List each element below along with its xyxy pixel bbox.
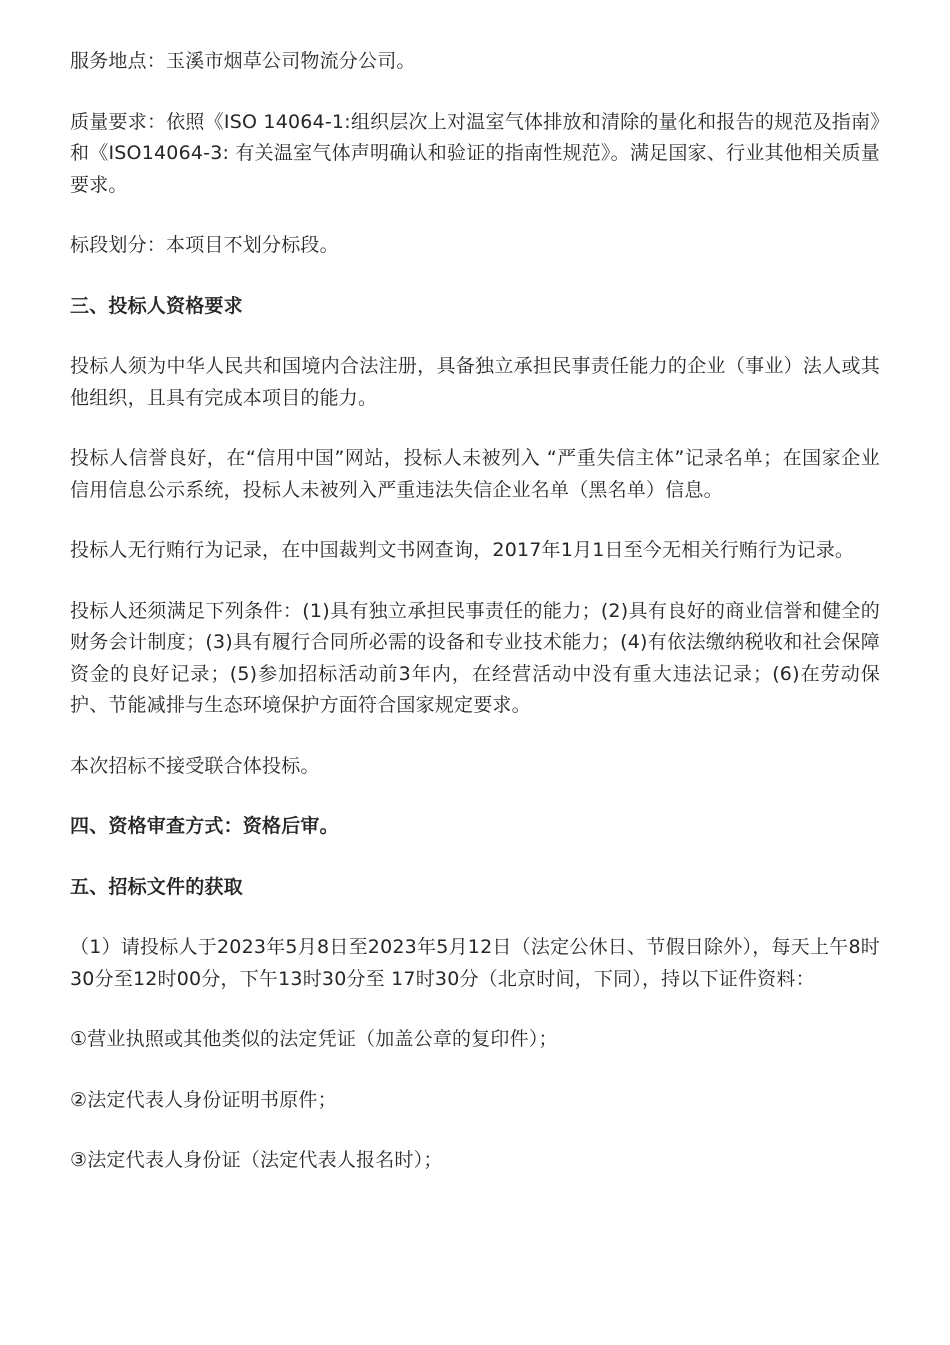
bidder-registration-paragraph: 投标人须为中华人民共和国境内合法注册，具备独立承担民事责任能力的企业（事业）法人或其他组织，且具有完成本项目的能力。 [70, 355, 880, 409]
bidder-conditions-paragraph: 投标人还须满足下列条件：(1)具有独立承担民事责任的能力；(2)具有良好的商业信誉和健全的财务会计制度；(3)具有履行合同所必需的设备和专业技术能力；(4)有依法缴纳税收和社会保障资金的良好记录；(5)参加招标活动前3年内，在经营活动中没有重大违法记录；(6)在劳动保护、节能减排与生态环境保护方面符合国家规定要求。 [70, 599, 880, 716]
tender-document-acquisition-paragraph: （1）请投标人于2023年5月8日至2023年5月12日（法定公休日、节假日除外），每天上午8时30分至12时00分，下午13时30分至 17时30分（北京时间，下同），持以下证件资料： [70, 936, 880, 990]
service-location-paragraph: 服务地点：玉溪市烟草公司物流分公司。 [70, 50, 416, 72]
lot-division-paragraph: 标段划分：本项目不划分标段。 [70, 234, 339, 256]
section-heading-tender-documents: 五、招标文件的获取 [70, 875, 243, 898]
required-document-item-3: ③法定代表人身份证（法定代表人报名时）； [70, 1149, 443, 1171]
consortium-paragraph: 本次招标不接受联合体投标。 [70, 754, 320, 777]
section-heading-qualification-review: 四、资格审查方式：资格后审。 [70, 815, 339, 837]
section-heading-bidder-qualification: 三、投标人资格要求 [70, 294, 243, 317]
required-document-item-2: ②法定代表人身份证明书原件； [70, 1088, 337, 1111]
quality-requirement-paragraph: 质量要求：依照《ISO 14064-1:组织层次上对温室气体排放和清除的量化和报告的规范及指南》和《ISO14064-3: 有关温室气体声明确认和验证的指南性规范》。满足国家、行业其他相关质量要求。 [70, 110, 880, 196]
required-document-item-1: ①营业执照或其他类似的法定凭证（加盖公章的复印件）； [70, 1028, 558, 1050]
bidder-credit-paragraph: 投标人信誉良好，在“信用中国”网站，投标人未被列入 “严重失信主体”记录名单；在国家企业信用信息公示系统，投标人未被列入严重违法失信企业名单（黑名单）信息。 [70, 447, 880, 501]
bidder-bribery-record-paragraph: 投标人无行贿行为记录，在中国裁判文书网查询，2017年1月1日至今无相关行贿行为记录。 [70, 539, 855, 561]
